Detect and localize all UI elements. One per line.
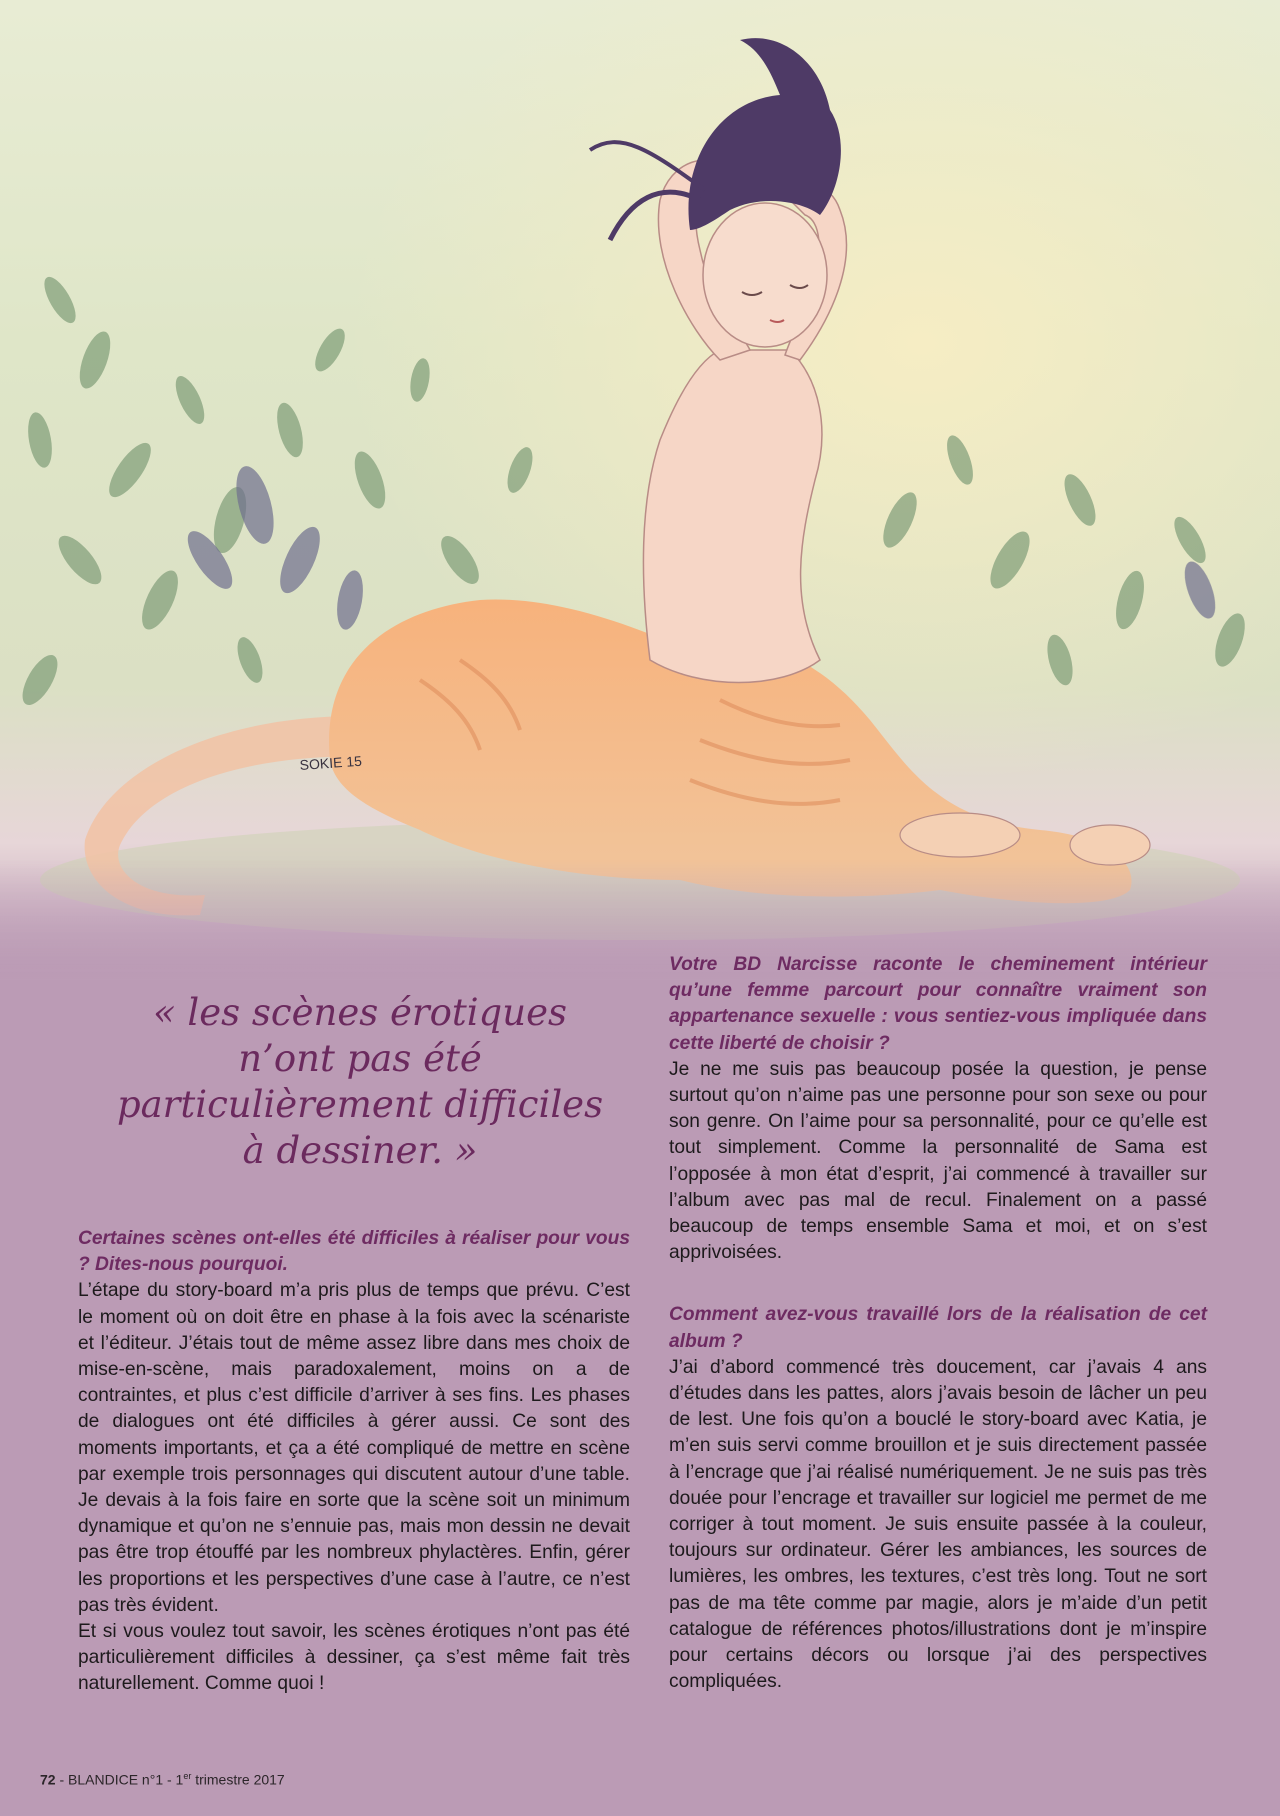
artist-signature: SOKIE 15 xyxy=(299,752,363,773)
issue-period: trimestre 2017 xyxy=(191,1771,285,1788)
pull-quote: « les scènes érotiques n’ont pas été particulièrement difficiles à dessiner. » xyxy=(116,991,604,1172)
right-column xyxy=(669,952,1207,1695)
superscript: er xyxy=(183,1771,192,1781)
question-difficult-scenes: Certaines scènes ont-elles été difficiles à réaliser pour vous ? Dites-nous pourquoi. xyxy=(78,1228,630,1276)
left-column xyxy=(78,1226,630,1698)
question-work-process: Comment avez-vous travaillé lors de la réalisation de cet album ? xyxy=(669,1304,1207,1352)
magazine-issue: - BLANDICE n°1 - 1 xyxy=(55,1771,184,1788)
answer-difficult-scenes xyxy=(78,1278,630,1697)
answer-narcisse: Je ne me suis pas beaucoup posée la question, je pense surtout qu’on n’aime pas une personne pour son sexe ou pour son genre. On l’aime pour sa personnalité, pour ce qu’elle est tout simplement. Comme la personnalité de Sama est l’opposée à mon état d’esprit, j’ai commencé à travailler sur l’album avec pas mal de recul. Finalement on a passé beaucoup de temps ensemble Sama et moi, et on s’est apprivoisées. xyxy=(669,1058,1207,1264)
page-footer xyxy=(40,1771,285,1788)
page-number: 72 xyxy=(40,1771,56,1788)
question-narcisse: Votre BD Narcisse raconte le cheminement intérieur qu’une femme parcourt pour connaître vraiment son appartenance sexuelle : vous sentiez-vous impliquée dans cette liberté de choisir ? xyxy=(669,954,1207,1054)
answer-paragraph: Et si vous voulez tout savoir, les scènes érotiques n’ont pas été particulièrement difficiles à dessiner, ça s’est même fait très naturellement. Comme quoi ! xyxy=(78,1621,630,1695)
answer-work-process: J’ai d’abord commencé très doucement, car j’avais 4 ans d’études dans les pattes, alors j’avais besoin de lâcher un peu de lest. Une fois qu’on a bouclé le story-board avec Katia, je m’en suis servi comme brouillon et je suis directement passée à l’encrage que j’ai réalisé numériquement. Je ne suis pas très douée pour l’encrage et travailler sur logiciel me permet de me corriger à tout moment. Je suis ensuite passée à la couleur, toujours sur ordinateur. Gérer les ambiances, les sources de lumières, les ombres, les textures, c’est très long. Tout ne sort pas de ma tête comme par magie, alors je m’aide d’un petit catalogue de références photos/illustrations dont je m’inspire pour certains décors ou lorsque j’ai des perspectives compliquées. xyxy=(669,1356,1207,1693)
answer-paragraph: L’étape du story-board m’a pris plus de temps que prévu. C’est le moment où on doit être en phase à la fois avec la scénariste et l’éditeur. J’étais tout de même assez libre dans mes choix de mise-en-scène, mais paradoxalement, moins on a de contraintes, et plus c’est difficile d’arriver à ses fins. Les phases de dialogues ont été difficiles à gérer aussi. Ce sont des moments importants, et ça a été compliqué de mettre en scène par exemple trois personnages qui discutent autour d’une table. Je devais à la fois faire en sorte que la scène soit un minimum dynamique et qu’on ne s’ennuie pas, mais mon dessin ne devait pas être trop étouffé par les nombreux phylactères. Enfin, gérer les proportions et les perspectives d’une case à l’autre, ce n’est pas très évident. xyxy=(78,1280,630,1616)
